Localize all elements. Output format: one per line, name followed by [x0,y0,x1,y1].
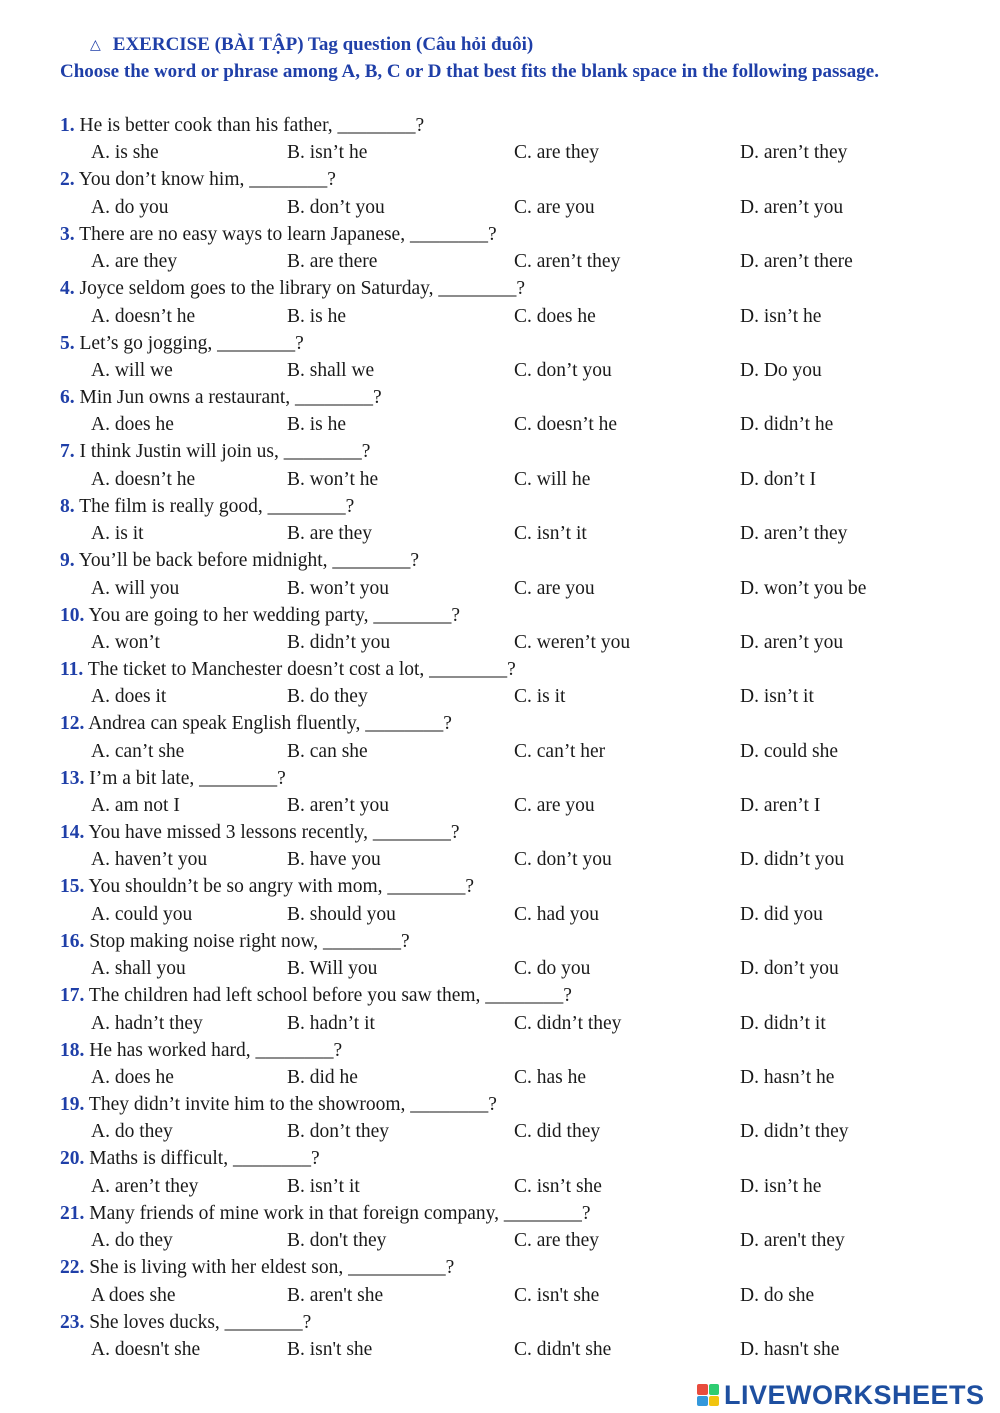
answer-option-a[interactable]: A. do they [91,1230,173,1252]
question-stem [60,493,354,520]
answer-option-c[interactable]: C. did they [514,1121,601,1143]
question-item [0,1200,1000,1254]
answer-option-a[interactable]: A. does he [91,414,174,436]
question-text: They didn’t invite him to the showroom, ________? [88,1094,497,1116]
question-number: 15. [60,876,85,898]
question-text: You’ll be back before midnight, ________? [78,550,420,572]
question-item [0,1037,1000,1091]
answer-option-d[interactable]: D. aren’t I [740,795,821,817]
answer-option-b[interactable]: B. won’t he [287,468,379,490]
question-number: 4. [60,278,75,300]
question-stem [60,1145,320,1172]
question-stem [60,765,286,792]
question-list [0,112,1000,1363]
answer-option-b[interactable]: B. are there [287,251,378,273]
question-stem [60,1309,311,1336]
question-text: Stop making noise right now, ________? [89,930,410,952]
exercise-title [90,31,533,59]
question-stem [60,982,572,1009]
answer-option-a[interactable]: A. haven’t you [91,849,208,871]
question-number: 13. [60,767,85,789]
question-stem [60,1254,454,1281]
question-text: Maths is difficult, ________? [89,1148,320,1170]
answer-option-d[interactable]: D. didn’t he [740,414,834,436]
answer-option-d[interactable]: D. could she [740,740,839,762]
answer-option-d[interactable]: D. did you [740,903,823,925]
question-stem [60,112,424,139]
answer-option-b[interactable]: B. isn’t it [287,1175,360,1197]
answer-option-a[interactable]: A. is it [91,523,144,545]
question-stem [60,438,370,465]
question-number: 20. [60,1148,85,1170]
question-number: 21. [60,1202,85,1224]
question-text: He has worked hard, ________? [89,1039,343,1061]
question-item [0,765,1000,819]
answer-option-c[interactable]: C. can’t her [514,740,606,762]
answer-option-b[interactable]: B. isn't she [287,1338,373,1360]
question-text: Andrea can speak English fluently, ________? [88,713,452,735]
answer-option-c[interactable]: C. didn’t they [514,1012,622,1034]
question-text: You shouldn’t be so angry with mom, ________? [88,876,475,898]
question-item [0,873,1000,927]
answer-option-a[interactable]: A. does he [91,1067,174,1089]
question-number: 22. [60,1257,85,1279]
answer-option-d[interactable]: D. isn’t he [740,305,822,327]
question-stem [60,384,382,411]
answer-option-b[interactable]: B. do they [287,686,368,708]
answer-option-b[interactable]: B. are they [287,523,373,545]
question-number: 16. [60,930,85,952]
question-item [0,1091,1000,1145]
answer-option-c[interactable]: C. are you [514,795,595,817]
answer-option-a[interactable]: A. will you [91,577,180,599]
question-item [0,221,1000,275]
answer-option-b[interactable]: B. have you [287,849,381,871]
question-number: 5. [60,332,75,354]
answer-option-b[interactable]: B. can she [287,740,368,762]
answer-option-d[interactable]: D. aren’t you [740,196,844,218]
question-stem [60,602,460,629]
logo-square [709,1384,720,1395]
question-item [0,1309,1000,1363]
question-text: He is better cook than his father, ________? [79,115,425,136]
answer-option-b[interactable]: B. did he [287,1067,358,1089]
answer-option-a[interactable]: A. doesn't she [91,1338,201,1360]
answer-option-c[interactable]: C. didn't she [514,1338,612,1360]
question-stem [60,928,410,955]
answer-option-a[interactable]: A. doesn’t he [91,468,196,490]
question-number: 10. [60,604,85,626]
answer-option-a[interactable]: A. can’t she [91,740,185,762]
question-stem [60,547,419,574]
answer-option-b[interactable]: B. is he [287,414,347,436]
answer-option-a[interactable]: A. are they [91,251,178,273]
answer-option-d[interactable]: D. hasn't she [740,1338,840,1360]
answer-option-a[interactable]: A. will we [91,359,173,381]
exercise-title-text: EXERCISE (BÀI TẬP) Tag question (Câu hỏi đuôi) [112,34,534,55]
question-stem [60,656,516,683]
answer-option-b[interactable]: B. don’t you [287,196,385,218]
answer-option-c[interactable]: C. do you [514,958,591,980]
question-number: 17. [60,985,85,1007]
answer-option-c[interactable]: C. aren’t they [514,251,621,273]
liveworksheets-logo[interactable] [697,1380,985,1410]
answer-option-b[interactable]: B. didn’t you [287,631,391,653]
question-item [0,928,1000,982]
question-stem [60,873,474,900]
question-number: 8. [60,495,75,517]
question-stem [60,819,460,846]
answer-option-d[interactable]: D. don’t I [740,468,817,490]
answer-option-d[interactable]: D. do she [740,1284,815,1306]
answer-option-d[interactable]: D. didn’t it [740,1012,826,1034]
answer-option-c[interactable]: C. isn’t it [514,523,587,545]
answer-option-b[interactable]: B. shall we [287,359,375,381]
question-number: 14. [60,822,85,844]
answer-option-c[interactable]: C. had you [514,903,600,925]
question-item [0,1254,1000,1308]
answer-option-c[interactable]: C. isn’t she [514,1175,602,1197]
question-text: Joyce seldom goes to the library on Saturday, ________? [79,278,526,300]
question-text: Min Jun owns a restaurant, ________? [79,386,382,408]
question-number: 11. [60,658,84,680]
question-number: 7. [60,441,75,463]
answer-option-c[interactable]: C. doesn’t he [514,414,618,436]
question-text: I’m a bit late, ________? [89,767,286,789]
question-item [0,1145,1000,1199]
instruction-text: Choose the word or phrase among A, B, C or D that best fits the blank space in the following passage. [60,61,879,82]
question-item [0,819,1000,873]
answer-option-b[interactable]: B. is he [287,305,347,327]
question-item [0,547,1000,601]
answer-option-a[interactable]: A. shall you [91,958,186,980]
question-text: She loves ducks, ________? [89,1311,312,1333]
question-stem [60,1200,591,1227]
question-text: Many friends of mine work in that foreign company, ________? [89,1202,591,1224]
question-text: There are no easy ways to learn Japanese, ________? [79,223,497,245]
answer-option-d[interactable]: D. aren’t they [740,142,848,164]
question-number: 18. [60,1039,85,1061]
question-item [0,384,1000,438]
question-item [0,112,1000,166]
question-number: 19. [60,1094,85,1116]
answer-option-a[interactable]: A. does it [91,686,167,708]
answer-option-b[interactable]: B. won’t you [287,577,390,599]
answer-option-b[interactable]: B. should you [287,903,396,925]
answer-option-b[interactable]: B. hadn’t it [287,1012,375,1034]
answer-option-d[interactable]: D. aren’t there [740,251,853,273]
answer-option-c[interactable]: C. will he [514,468,591,490]
question-text: The film is really good, ________? [79,495,355,517]
answer-option-c[interactable]: C. isn't she [514,1284,600,1306]
question-item [0,602,1000,656]
answer-option-a[interactable]: A. am not I [91,795,180,817]
answer-option-a[interactable]: A. could you [91,903,193,925]
liveworksheets-logo-icon [697,1384,719,1406]
question-number: 9. [60,550,75,572]
question-number: 2. [60,169,75,191]
answer-option-c[interactable]: C. don’t you [514,849,612,871]
question-stem [60,221,497,248]
question-number: 12. [60,713,85,735]
question-item [0,275,1000,329]
answer-option-d[interactable]: D. don’t you [740,958,839,980]
question-stem [60,1091,497,1118]
answer-option-d[interactable]: D. won’t you be [740,577,867,599]
answer-option-c[interactable]: C. does he [514,305,596,327]
question-text: You don’t know him, ________? [78,169,336,191]
answer-option-a[interactable]: A. won’t [91,631,160,653]
answer-option-c[interactable]: C. weren’t you [514,631,631,653]
answer-option-c[interactable]: C. is it [514,686,566,708]
question-text: The children had left school before you saw them, ________? [88,985,572,1007]
question-item [0,166,1000,220]
logo-square [697,1384,708,1395]
question-number: 1. [60,115,75,136]
question-item [0,710,1000,764]
answer-option-b[interactable]: B. Will you [287,958,378,980]
answer-option-b[interactable]: B. don’t they [287,1121,390,1143]
question-text: She is living with her eldest son, __________? [89,1257,455,1279]
question-number: 6. [60,386,75,408]
answer-option-b[interactable]: B. don't they [287,1230,387,1252]
logo-square [697,1396,708,1407]
answer-option-a[interactable]: A does she [91,1284,176,1306]
question-stem [60,166,336,193]
question-stem [60,330,304,357]
answer-option-c[interactable]: C. has he [514,1067,587,1089]
question-item [0,330,1000,384]
answer-option-a[interactable]: A. do they [91,1121,173,1143]
logo-text: LIVEWORKSHEETS [724,1379,985,1410]
answer-option-a[interactable]: A. aren’t they [91,1175,199,1197]
question-text: Let’s go jogging, ________? [79,332,304,354]
question-text: The ticket to Manchester doesn’t cost a lot, ________? [87,658,516,680]
question-item [0,656,1000,710]
answer-option-d[interactable]: D. hasn’t he [740,1067,835,1089]
question-item [0,493,1000,547]
question-text: I think Justin will join us, ________? [79,441,371,463]
question-stem [60,1037,342,1064]
answer-option-d[interactable]: D. isn’t it [740,686,814,708]
answer-option-a[interactable]: A. is she [91,142,159,164]
answer-option-d[interactable]: D. didn’t they [740,1121,849,1143]
answer-option-d[interactable]: D. aren’t you [740,631,844,653]
question-item [0,438,1000,492]
answer-option-c[interactable]: C. are they [514,142,600,164]
answer-option-c[interactable]: C. are you [514,577,595,599]
answer-option-b[interactable]: B. isn’t he [287,142,368,164]
question-item [0,982,1000,1036]
question-stem [60,710,452,737]
answer-option-b[interactable]: B. aren’t you [287,795,389,817]
answer-option-c[interactable]: C. are they [514,1230,600,1252]
answer-option-d[interactable]: D. didn’t you [740,849,845,871]
answer-option-a[interactable]: A. do you [91,196,169,218]
answer-option-d[interactable]: D. aren't they [740,1230,845,1252]
answer-option-a[interactable]: A. doesn’t he [91,305,196,327]
question-text: You have missed 3 lessons recently, ________? [88,822,460,844]
question-text: You are going to her wedding party, ________? [88,604,461,626]
answer-option-d[interactable]: D. Do you [740,359,822,381]
logo-square [709,1396,720,1407]
answer-option-c[interactable]: C. are you [514,196,595,218]
answer-option-a[interactable]: A. hadn’t they [91,1012,203,1034]
question-number: 23. [60,1311,85,1333]
answer-option-c[interactable]: C. don’t you [514,359,612,381]
answer-option-b[interactable]: B. aren't she [287,1284,384,1306]
answer-option-d[interactable]: D. aren’t they [740,523,848,545]
answer-option-d[interactable]: D. isn’t he [740,1175,822,1197]
question-number: 3. [60,223,75,245]
triangle-icon: △ [90,37,101,53]
question-stem [60,275,525,302]
